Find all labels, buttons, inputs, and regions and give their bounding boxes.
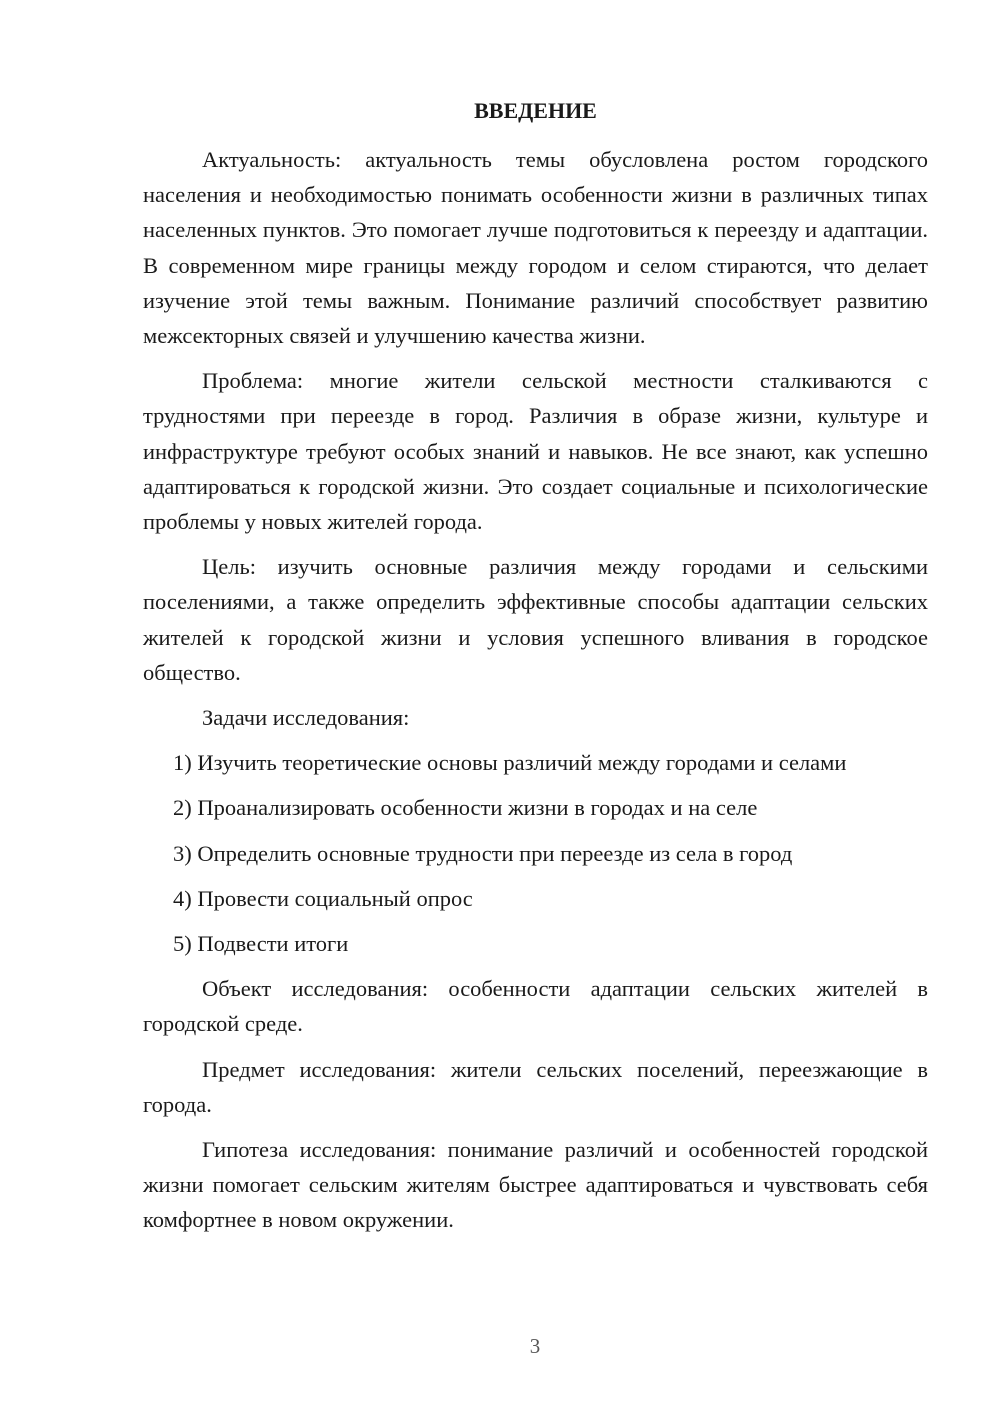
task-item: 1) Изучить теоретические основы различий между городами и селами [173, 750, 847, 776]
paragraph-relevance: Актуальность: актуальность темы обусловлена ростом городского населения и необходимостью понимать особенности жизни в различных типах населенных пунктов. Это помогает лучше подготовиться к переезду и адаптации. В современном мире границы между городом и селом стираются, что делает изучение этой темы важным. Понимание различий способствует развитию межсекторных связей и улучшению качества жизни. [143, 147, 928, 349]
tasks-heading: Задачи исследования: [202, 705, 410, 731]
paragraph-subject: Предмет исследования: жители сельских поселений, переезжающие в города. [143, 1056, 928, 1117]
document-body [143, 142, 928, 1248]
task-item: 5) Подвести итоги [173, 931, 349, 957]
paragraph-hypothesis: Гипотеза исследования: понимание различий и особенностей городской жизни помогает сельским жителям быстрее адаптироваться и чувствовать себя комфортнее в новом окружении. [143, 1137, 928, 1233]
document-title: ВВЕДЕНИЕ [474, 98, 597, 123]
paragraph-goal: Цель: изучить основные различия между городами и сельскими поселениями, а также определить эффективные способы адаптации сельских жителей к городской жизни и условия успешного вливания в городское общество. [143, 554, 928, 685]
task-item: 4) Провести социальный опрос [173, 885, 473, 911]
page-number: 3 [529, 1334, 541, 1358]
task-item: 2) Проанализировать особенности жизни в городах и на селе [173, 795, 758, 821]
paragraph-problem: Проблема: многие жители сельской местности сталкиваются с трудностями при переезде в город. Различия в образе жизни, культуре и инфраструктуре требуют особых знаний и навыков. Не все знают, как успешно адаптироваться к городской жизни. Это создает социальные и психологические проблемы у новых жителей города. [143, 368, 928, 535]
tasks-list [143, 745, 928, 961]
paragraph-object: Объект исследования: особенности адаптации сельских жителей в городской среде. [143, 976, 928, 1037]
task-item: 3) Определить основные трудности при переезде из села в город [173, 840, 793, 866]
